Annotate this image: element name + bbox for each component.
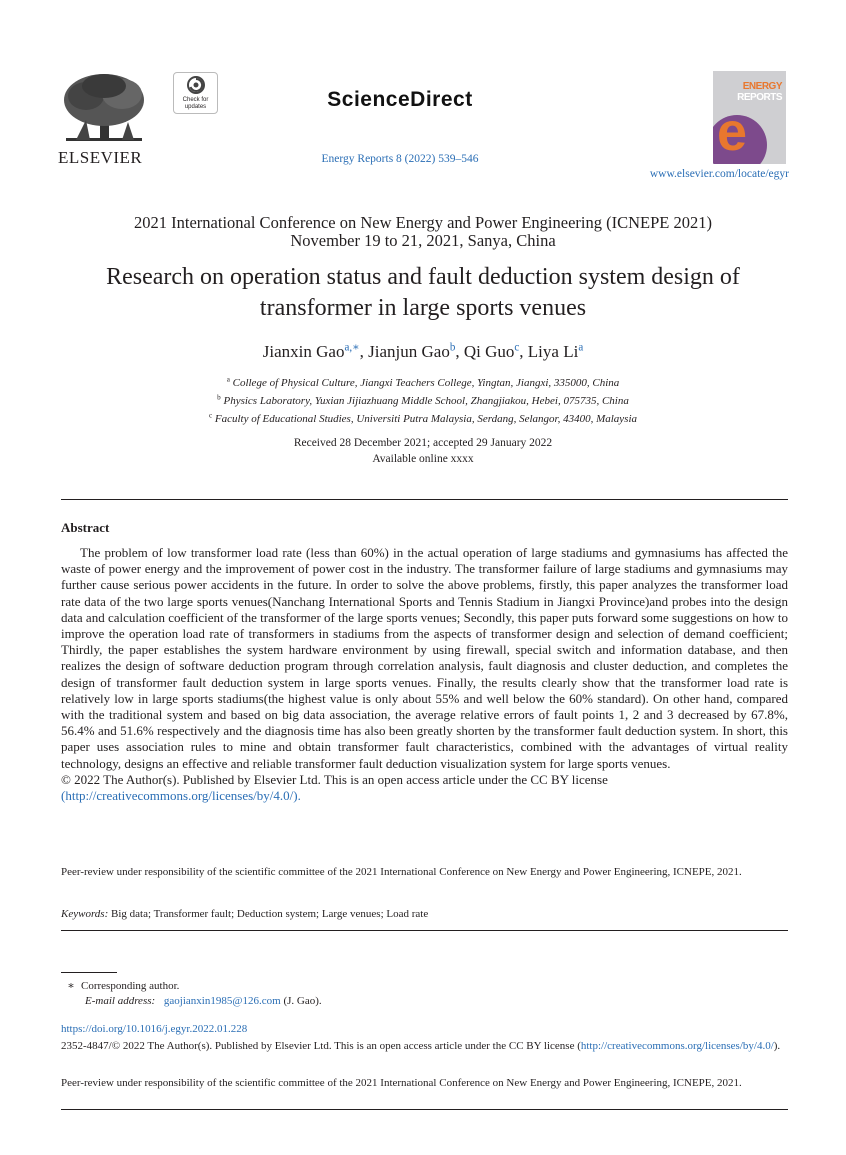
abstract-heading: Abstract bbox=[61, 520, 110, 535]
abstract-copyright: © 2022 The Author(s). Published by Elsevier Ltd. This is an open access article under the CC BY license (http://creativecommons.org/licenses/by/4.0/). bbox=[61, 771, 608, 804]
author-2: Jianjun Gao$^b$, bbox=[368, 341, 464, 361]
paper-title-line2: transformer in large sports venues bbox=[259, 295, 587, 321]
check-updates-line2: updates bbox=[184, 104, 207, 110]
divider-footer bbox=[61, 1109, 788, 1110]
email-note: E-mail address: gaojianxin1985@126.com (J. Gao). bbox=[85, 995, 322, 1007]
footer-license-link[interactable]: http://creativecommons.org/licenses/by/4.0/ bbox=[580, 1040, 774, 1052]
publisher-name: ELSEVIER bbox=[58, 148, 143, 167]
check-updates-line1: Check for bbox=[182, 97, 209, 103]
update-check-icon bbox=[187, 76, 205, 94]
author-list bbox=[0, 342, 846, 362]
affiliation-a: $^a$ College of Physical Culture, Jiangxi Teachers College, Yingtan, Jiangxi, 335000, China bbox=[226, 375, 620, 389]
journal-cover[interactable] bbox=[713, 71, 786, 164]
footnote-rule bbox=[61, 972, 117, 973]
license-link[interactable]: (http://creativecommons.org/licenses/by/4.0/). bbox=[61, 788, 301, 804]
doi-link[interactable]: https://doi.org/10.1016/j.egyr.2022.01.228 bbox=[61, 1023, 248, 1035]
abstract-section bbox=[61, 545, 788, 804]
journal-url[interactable]: www.elsevier.com/locate/egyr bbox=[649, 168, 789, 180]
author-email-link[interactable]: gaojianxin1985@126.com bbox=[163, 995, 281, 1007]
conference-line2: November 19 to 21, 2021, Sanya, China bbox=[290, 231, 556, 250]
divider-top bbox=[61, 499, 788, 500]
cover-title-line2: REPORTS bbox=[737, 92, 782, 103]
journal-reference[interactable]: Energy Reports 8 (2022) 539–546 bbox=[321, 153, 479, 165]
footer-peer-review: Peer-review under responsibility of the scientific committee of the 2021 International Conference on New Energy and Power Engineering, ICNEPE, 2021. bbox=[61, 1077, 742, 1089]
author-4: Liya Li$^a$ bbox=[527, 341, 584, 361]
affiliation-c: $^c$ Faculty of Educational Studies, Universiti Putra Malaysia, Serdang, Selangor, 43400, Malaysia bbox=[208, 411, 638, 425]
received-dates: Received 28 December 2021; accepted 29 January 2022 bbox=[293, 437, 553, 449]
divider-bottom bbox=[61, 930, 788, 931]
keywords-text: Big data; Transformer fault; Deduction system; Large venues; Load rate bbox=[111, 908, 429, 920]
peer-review-note: Peer-review under responsibility of the scientific committee of the 2021 International Conference on New Energy and Power Engineering, ICNEPE, 2021. bbox=[61, 866, 742, 878]
sciencedirect-logo[interactable]: ScienceDirect bbox=[327, 88, 473, 111]
abstract-body: The problem of low transformer load rate (less than 60%) in the actual operation of large stadiums and gymnasiums has affected the waste of power energy and the improvement of power cost in the industry. The transformer failure of large stadiums and gymnasiums may further cause serious power accidents in the future. In order to solve the above problems, firstly, this paper analyzes the transformer load rate data of the two large sports venues(Nanchang International Sports and Tennis Stadium in Jiangxi Province)and probes into the design data and calculation coefficient of the transformer of the large sports venues; Secondly, this paper puts forward some suggestions on how to improve the operation load rate of transformers in stadiums from the aspects of transformer design and selection of demand coefficient; Thirdly, the paper establishes the system hardware environment by using firewall, special switch and information database, and then realizes the design of software deduction program through correlation analysis, fault diagnosis and cluster deduction, and completes the design of transformer fault deduction system in large sports venues. Finally, the results clearly show that the transformer load rate is relatively low in large sports stadiums(the highest value is only about 55% and well below the 60% standard). On other hand, compared with the traditional system and based on big data association, the average relative errors of fault points 1, 2 and 3 decreased by 67.8%, 56.4% and 51.6% respectively and the diagnosis time has also been greatly shorten by the transformer fault deduction system. In short, this paper uses association rules to mine and obtain transformer fault characteristics, combined with the advantages of virtual reality technology, designs an effective and reliable transformer fault deduction visualization system for large sports venues. bbox=[61, 545, 788, 771]
cover-title-line1: ENERGY bbox=[742, 81, 782, 92]
available-online: Available online xxxx bbox=[372, 453, 474, 465]
issn-copyright: 2352-4847/© 2022 The Author(s). Published by Elsevier Ltd. This is an open access article under the CC BY license (http://creativecommons.org/licenses/by/4.0/). bbox=[61, 1040, 781, 1052]
check-for-updates-badge[interactable] bbox=[173, 72, 218, 114]
author-1: Jianxin Gao$^{a,∗}$, bbox=[262, 341, 369, 361]
affiliation-b: $^b$ Physics Laboratory, Yuxian Jijiazhuang Middle School, Zhangjiakou, Hebei, 075735, China bbox=[217, 393, 629, 407]
keywords bbox=[61, 908, 428, 920]
elsevier-tree-icon bbox=[56, 70, 152, 148]
paper-title-line1: Research on operation status and fault deduction system design of bbox=[106, 264, 740, 290]
conference-line1: 2021 International Conference on New Energy and Power Engineering (ICNEPE 2021) bbox=[134, 213, 712, 232]
corresponding-author-note: ∗ Corresponding author. bbox=[67, 980, 180, 992]
cover-letter: e bbox=[717, 102, 748, 162]
keywords-label: Keywords: bbox=[61, 908, 109, 920]
elsevier-logo bbox=[56, 70, 152, 165]
author-3: Qi Guo$^c$, bbox=[463, 341, 528, 361]
